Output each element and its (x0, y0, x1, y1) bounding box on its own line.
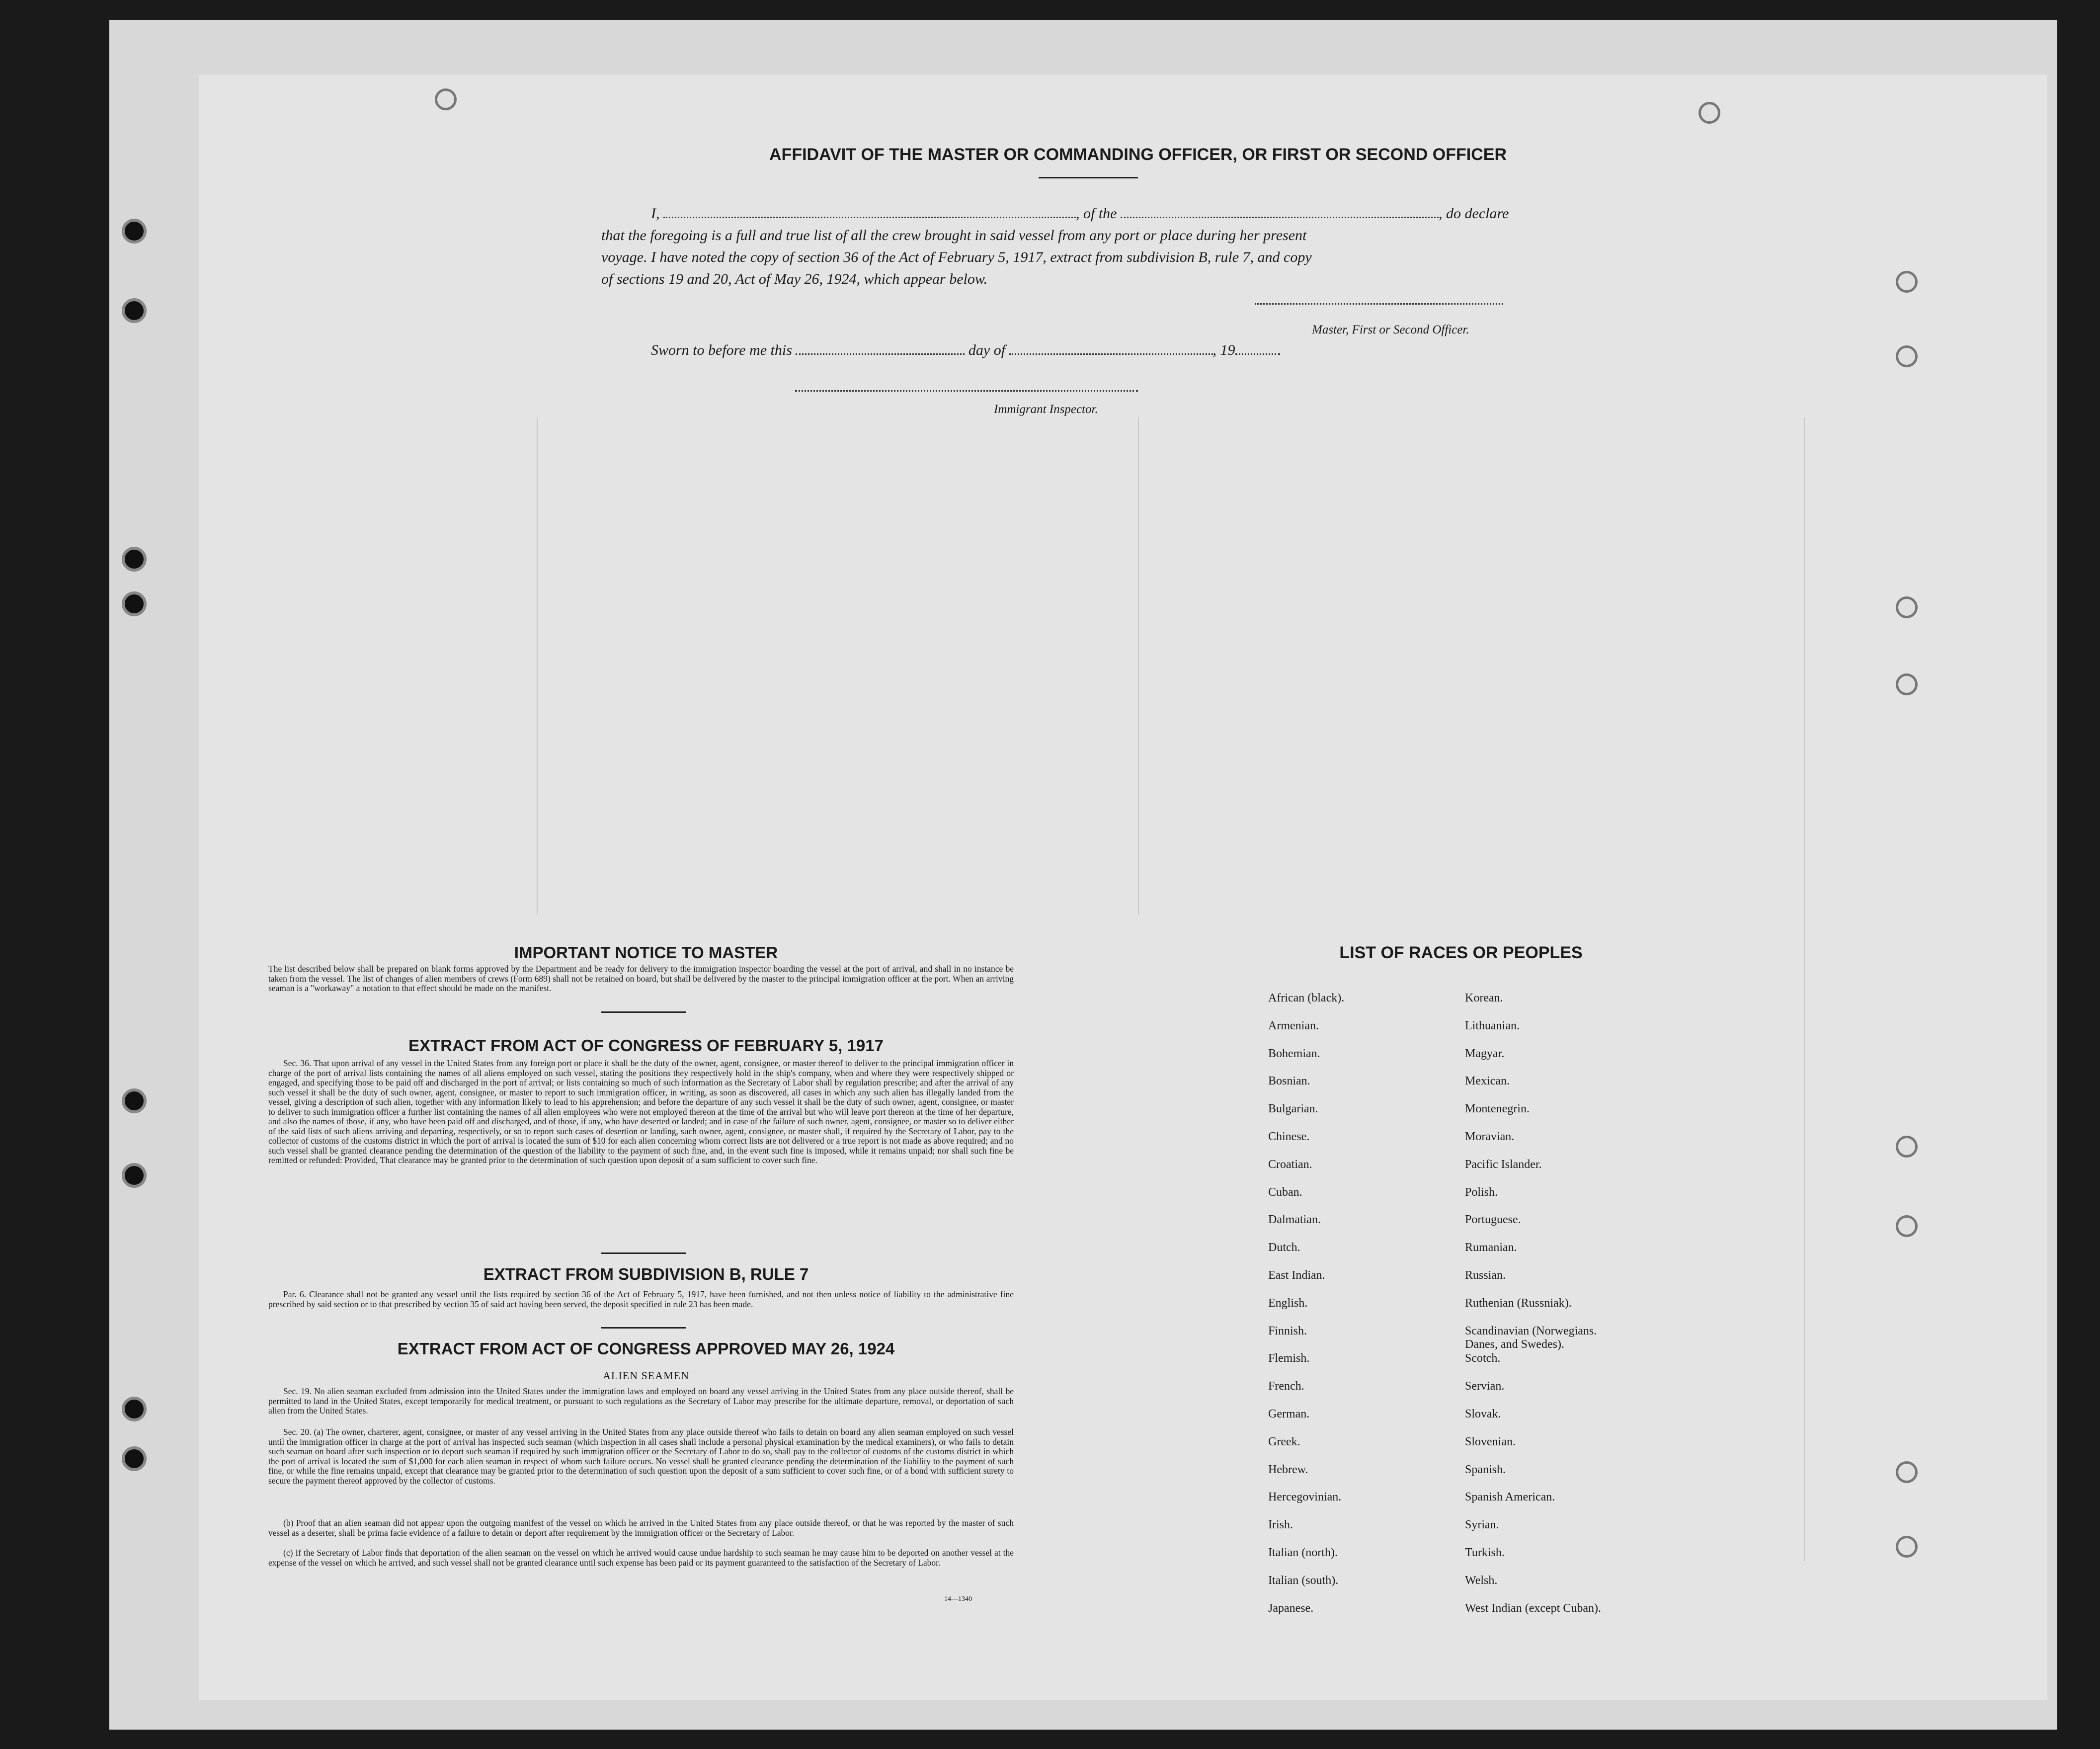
affidavit-text-3: of sections 19 and 20, Act of May 26, 1924, which appear below. (601, 271, 988, 287)
affidavit-text-1: that the foregoing is a full and true list of all the crew brought in said vessel from any port or place during her present (601, 227, 1307, 244)
sec19-text: Sec. 19. No alien seaman excluded from admission into the United States under the immigration laws and employed on board any vessel arriving in the United States from any place outside thereof, shall be permitted to land in the United States, except temporarily for medical treatment, or pursuant to such regulations as the Secretary of Labor may prescribe for the ultimate departure, removal, or deportation of such alien from the United States. (268, 1386, 1014, 1416)
race-item: Irish. (1268, 1518, 1293, 1532)
affidavit-title: AFFIDAVIT OF THE MASTER OR COMMANDING OFFICER, OR FIRST OR SECOND OFFICER (769, 145, 1507, 164)
race-item: Montenegrin. (1465, 1102, 1530, 1116)
inspector-signature-line[interactable] (795, 390, 1138, 392)
i-label: I, (651, 205, 660, 222)
race-item: Polish. (1465, 1185, 1498, 1199)
sworn-label: Sworn to before me this (651, 342, 792, 358)
extract-1924-title: EXTRACT FROM ACT OF CONGRESS APPROVED MAY 26, 1924 (397, 1339, 895, 1358)
binder-hole (122, 1446, 147, 1471)
punch-hole (1896, 1461, 1918, 1483)
extract-rule7-title: EXTRACT FROM SUBDIVISION B, RULE 7 (483, 1265, 809, 1283)
sec20c-text: (c) If the Secretary of Labor finds that deportation of the alien seaman on the vessel on which he arrived would cause undue hardship to such seaman he may cause him to be deported on another vessel at the expense of the vessel on which he arrived, and such vessel shall not be granted clearance until such expense has been paid or its payment guaranteed to the satisfaction of the Secretary of Labor. (268, 1548, 1014, 1568)
sworn-line (651, 340, 1280, 359)
race-item: Hercegovinian. (1268, 1491, 1342, 1504)
title-rule (1039, 177, 1138, 178)
punch-hole (1896, 1136, 1918, 1158)
bleed-through-line (537, 417, 538, 915)
year-prefix: , 19 (1212, 342, 1235, 358)
punch-hole (1896, 673, 1918, 695)
punch-hole (1896, 1536, 1918, 1558)
punch-hole (1896, 1215, 1918, 1237)
race-item: Scotch. (1465, 1352, 1501, 1365)
affidavit-body (601, 203, 1560, 290)
race-item: Bulgarian. (1268, 1102, 1318, 1116)
bleed-through-line (1138, 417, 1139, 915)
race-item: Hebrew. (1268, 1463, 1308, 1476)
notice-title: IMPORTANT NOTICE TO MASTER (514, 943, 778, 962)
bleed-through-line (1804, 417, 1805, 1561)
binder-hole (122, 547, 147, 572)
section-rule (601, 1327, 686, 1329)
race-item: Chinese. (1268, 1130, 1310, 1143)
race-item: Bosnian. (1268, 1075, 1310, 1088)
race-item: Rumanian. (1465, 1241, 1517, 1254)
race-item: Italian (south). (1268, 1574, 1339, 1587)
race-item: West Indian (except Cuban). (1465, 1601, 1601, 1615)
race-item: English. (1268, 1296, 1308, 1310)
race-item: Slovak. (1465, 1408, 1501, 1420)
race-item: Russian. (1465, 1269, 1506, 1282)
race-item: Spanish American. (1465, 1491, 1555, 1504)
section-rule (601, 1011, 686, 1013)
binder-hole (122, 298, 147, 323)
race-item: Scandinavian (Norwegians. (1465, 1324, 1597, 1337)
affidavit-declaration-line (601, 203, 1560, 225)
vessel-field[interactable] (1121, 204, 1439, 218)
race-item: Pacific Islander. (1465, 1158, 1542, 1171)
binder-hole (122, 1088, 147, 1113)
binder-hole (122, 1163, 147, 1188)
race-item: Welsh. (1465, 1574, 1498, 1587)
extract-rule7-text: Par. 6. Clearance shall not be granted any vessel until the lists required by section 36 of the Act of February 5, 1917, have been furnished, and not then unless notice of liability to the administrative fine prescribed by said section or to that prescribed by section 35 of said act having been served, the deposit specified in rule 23 has been made. (268, 1289, 1014, 1309)
race-item: East Indian. (1268, 1269, 1325, 1282)
race-item: Moravian. (1465, 1130, 1515, 1143)
extract-1917-text: Sec. 36. That upon arrival of any vessel in the United States from any foreign port or place it shall be the duty of the owner, agent, consignee, or master thereof to deliver to the principal immigration officer in charge of the port of arrival lists containing the names of all aliens employed on such vessel, stating the positions they respectively hold in the ship's company, when and where they were respectively shipped or engaged, and specifying those to be paid off and discharged in the port of arrival; or lists containing so much of such information as the Secretary of Labor shall by regulation prescribe; and after the arrival of any such vessel it shall be the duty of such owner, agent, consignee, or master to report to such immigration officer, in writing, as soon as discovered, all cases in which any such alien has illegally landed from the vessel, giving a description of such alien, together with any information likely to lead to his apprehension; and before the departure of any such vessel it shall be the duty of such owner, agent, consignee, or master to deliver to such immigration officer a further list containing the names of all alien employees who were not employed thereon at the time of the arrival but who will leave port thereon at the time of her departure, and also the names of those, if any, who have been paid off and discharged, and of those, if any, who have deserted or landed; and in case of the failure of such owner, agent, consignee, or master so to deliver either of the said lists of such aliens arriving and departing, respectively, or so to report such cases of desertion or landing, such owner, agent, consignee, or master shall, if required by the Secretary of Labor, pay to the collector of customs of the customs district in which the port of arrival is located the sum of $10 for each alien concerning whom correct lists are not delivered or a true report is not made as above required; and no such vessel shall be granted clearance pending the determination of the question of the liability to the payment of such fine, and, in the event such fine is imposed, while it remains unpaid; nor shall such fine be remitted or refunded: Provided, That clearance may be granted prior to the determination of such question upon deposit of a sum sufficient to cover such fine. (268, 1058, 1014, 1165)
race-item: Finnish. (1268, 1324, 1307, 1337)
race-item: African (black). (1268, 992, 1345, 1004)
race-item: Magyar. (1465, 1047, 1505, 1060)
race-item: French. (1268, 1380, 1304, 1393)
day-of-label: day of (968, 342, 1006, 358)
race-item: Mexican. (1465, 1075, 1510, 1088)
race-item: Italian (north). (1268, 1546, 1338, 1559)
form-number: 14—1340 (944, 1595, 972, 1603)
notice-text: The list described below shall be prepared on blank forms approved by the Department and be ready for delivery to the immigration inspector boarding the vessel at the port of arrival, and shall in no instance be taken from the vessel. The list of changes of alien members of crews (Form 689) shall not be retained on board, but shall be delivered by the master to the principal immigration officer at the port. When an arriving seaman is a "workaway" a notation to that effect should be made on the manifest. (268, 964, 1014, 993)
sec20b-text: (b) Proof that an alien seaman did not appear upon the outgoing manifest of the vessel on which he arrived in the United States from any place outside thereof, or that he was reported by the master of such vessel as a deserter, shall be prima facie evidence of a failure to detain or deport after requirement by the immigration officer or the Secretary of Labor. (268, 1518, 1014, 1538)
race-item: Greek. (1268, 1435, 1300, 1448)
race-item: Danes, and Swedes). (1465, 1337, 1564, 1351)
extract-1917-title: EXTRACT FROM ACT OF CONGRESS OF FEBRUARY 5, 1917 (408, 1036, 884, 1055)
race-item: Flemish. (1268, 1352, 1310, 1365)
punch-hole (1896, 596, 1918, 618)
inspector-label: Immigrant Inspector. (994, 403, 1098, 416)
punch-hole (1896, 271, 1918, 293)
race-item: Dutch. (1268, 1241, 1300, 1254)
race-item: Portuguese. (1465, 1213, 1521, 1227)
race-item: Cuban. (1268, 1185, 1302, 1199)
race-item: Japanese. (1268, 1601, 1314, 1615)
race-item: Dalmatian. (1268, 1213, 1321, 1227)
punch-hole (1698, 102, 1720, 124)
race-item: Korean. (1465, 992, 1503, 1004)
race-item: Croatian. (1268, 1158, 1312, 1171)
race-item: Servian. (1465, 1380, 1505, 1393)
sworn-month-field[interactable] (1009, 340, 1213, 355)
race-item: Bohemian. (1268, 1047, 1320, 1060)
sworn-year-field[interactable] (1235, 340, 1280, 355)
sworn-day-field[interactable] (796, 340, 965, 355)
punch-hole (1896, 345, 1918, 367)
alien-seamen-subtitle: ALIEN SEAMEN (603, 1369, 689, 1382)
race-item: Slovenian. (1465, 1435, 1516, 1448)
section-rule (601, 1252, 686, 1254)
race-item: German. (1268, 1408, 1310, 1420)
of-the-label: , of the (1076, 205, 1117, 222)
name-field[interactable] (663, 204, 1076, 218)
affidavit-text-2: voyage. I have noted the copy of section 36 of the Act of February 5, 1917, extract from subdivision B, rule 7, and copy (601, 249, 1312, 265)
race-item: Ruthenian (Russniak). (1465, 1296, 1572, 1310)
master-signature-line[interactable] (1255, 303, 1503, 305)
race-item: Armenian. (1268, 1019, 1319, 1032)
do-declare-label: , do declare (1439, 205, 1509, 222)
race-item: Lithuanian. (1465, 1019, 1520, 1032)
binder-hole (122, 591, 147, 616)
master-signature-label: Master, First or Second Officer. (1312, 323, 1469, 336)
race-item: Spanish. (1465, 1463, 1506, 1476)
race-item: Turkish. (1465, 1546, 1505, 1559)
races-title: LIST OF RACES OR PEOPLES (1339, 943, 1583, 962)
sec20a-text: Sec. 20. (a) The owner, charterer, agent, consignee, or master of any vessel arriving in the United States from any place outside thereof who fails to detain on board any alien seaman employed on such vessel until the immigration officer in charge at the port of arrival has inspected such seaman (which inspection in all cases shall include a personal physical examination by the medical examiners), or who fails to detain such seaman on board after such inspection or to deport such seaman if required by such immigration officer or the Secretary of Labor to do so, shall pay to the collector of customs of the customs district in which the port of arrival is located the sum of $1,000 for each alien seaman in respect of whom such failure occurs. No vessel shall be granted clearance pending the determination of the liability to the payment of such fine, or while the fine remains unpaid, except that clearance may be granted prior to the determination of such question upon the deposit of a sum sufficient to cover such fine, or of a bond with sufficient surety to secure the payment thereof approved by the collector of customs. (268, 1427, 1014, 1486)
punch-hole (435, 88, 457, 110)
race-item: Syrian. (1465, 1518, 1499, 1532)
binder-hole (122, 1397, 147, 1421)
binder-hole (122, 219, 147, 244)
